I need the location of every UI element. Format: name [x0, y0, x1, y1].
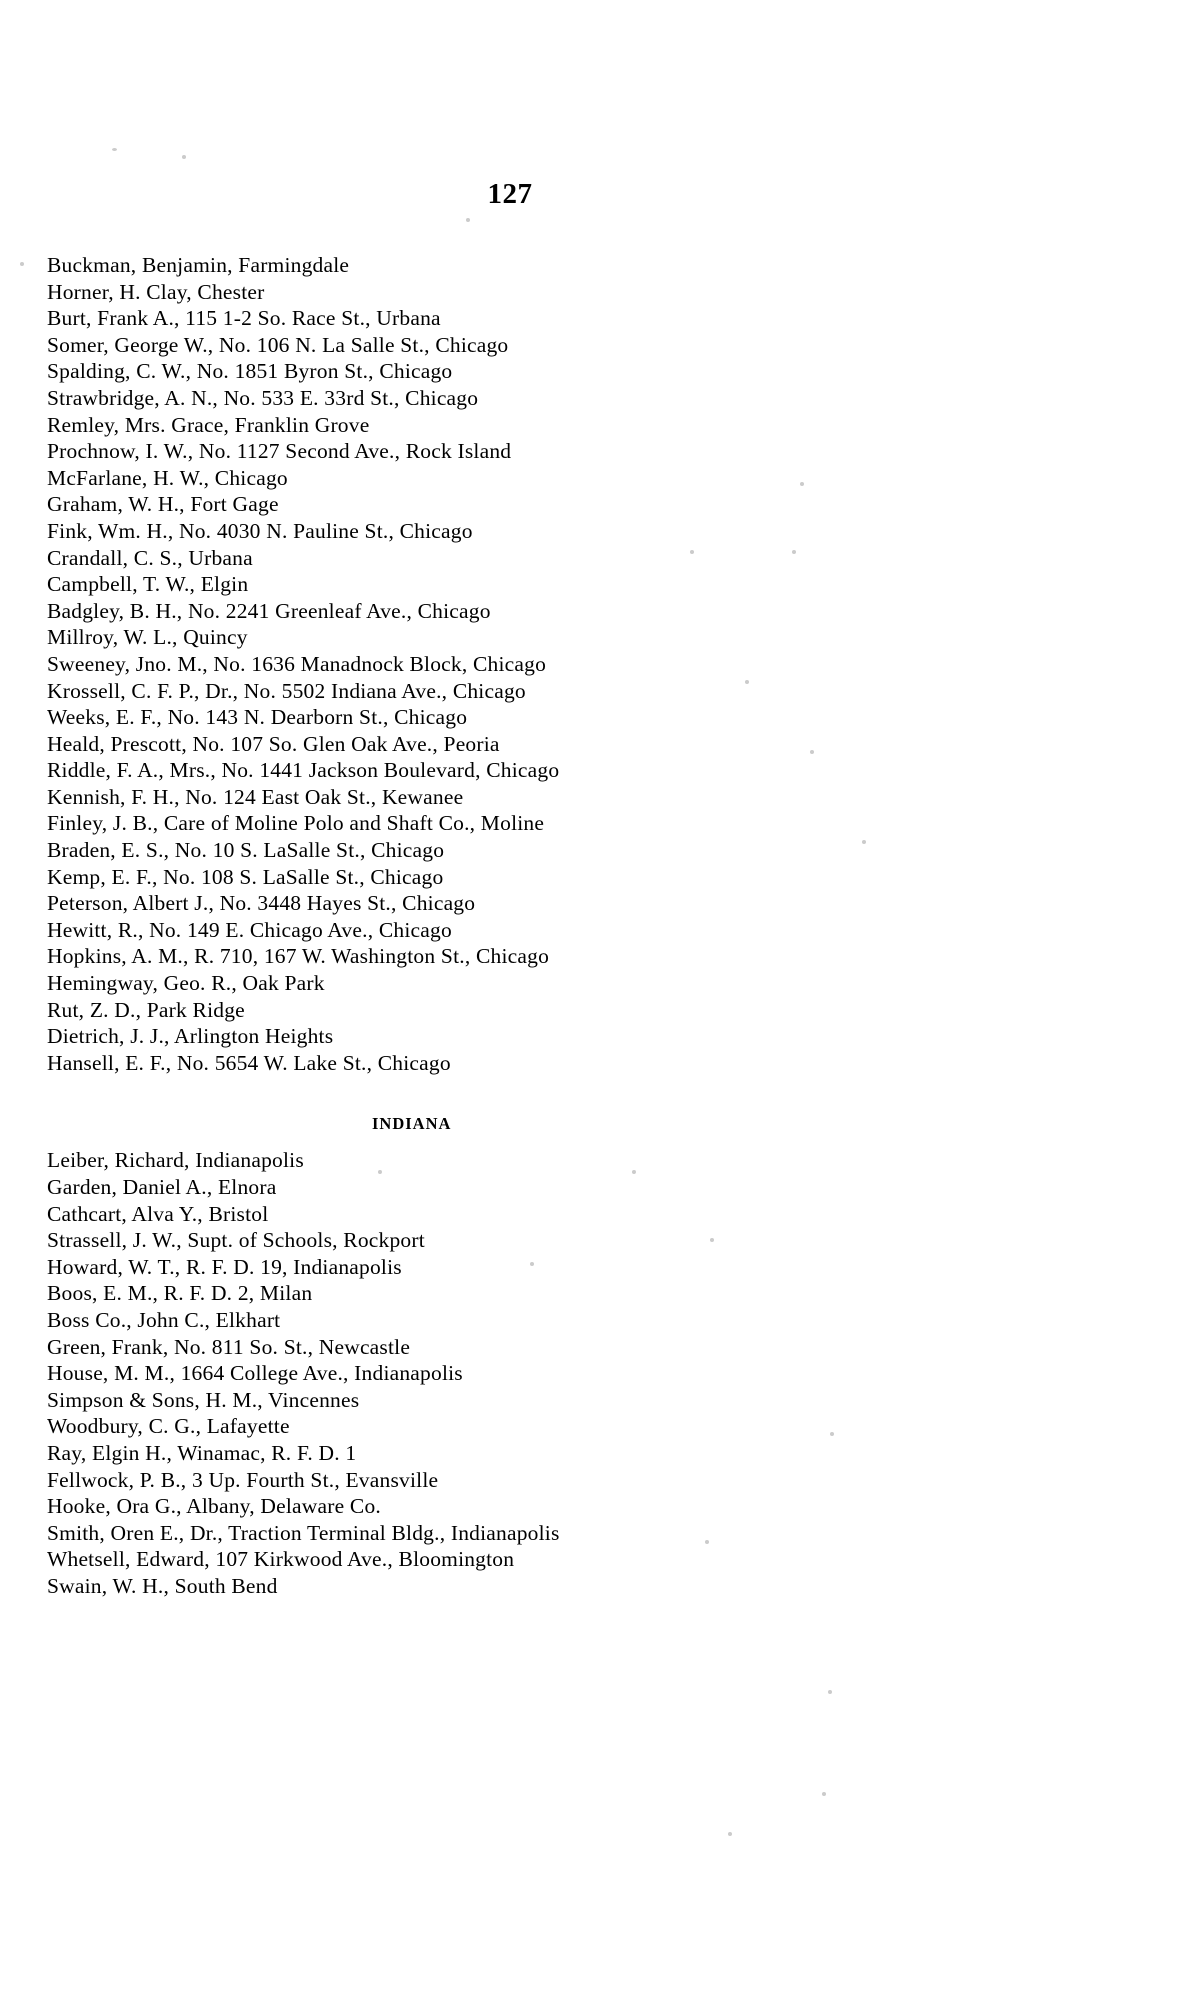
list-item: Heald, Prescott, No. 107 So. Glen Oak Ave., Peoria [47, 731, 500, 756]
list-item: Hooke, Ora G., Albany, Delaware Co. [47, 1494, 381, 1519]
list-item: Howard, W. T., R. F. D. 19, Indianapolis [47, 1254, 402, 1279]
speckle [182, 155, 186, 159]
list-item: Whetsell, Edward, 107 Kirkwood Ave., Bloomington [47, 1547, 515, 1572]
list-item: Woodbury, C. G., Lafayette [47, 1414, 290, 1439]
list-item: Braden, E. S., No. 10 S. LaSalle St., Chicago [47, 838, 445, 863]
list-item: Kennish, F. H., No. 124 East Oak St., Kewanee [47, 784, 464, 809]
indiana-entry-list [47, 1147, 947, 1599]
list-item: Remley, Mrs. Grace, Franklin Grove [47, 412, 370, 437]
speckle [728, 1832, 732, 1836]
list-item: Strawbridge, A. N., No. 533 E. 33rd St., Chicago [47, 385, 479, 410]
list-item: Weeks, E. F., No. 143 N. Dearborn St., Chicago [47, 705, 468, 730]
speckle [112, 148, 117, 151]
directory-entry-list [47, 252, 947, 1600]
list-item: Dietrich, J. J., Arlington Heights [47, 1024, 334, 1049]
speckle [466, 218, 470, 222]
list-item: Strassell, J. W., Supt. of Schools, Rockport [47, 1228, 425, 1253]
list-item: Boos, E. M., R. F. D. 2, Milan [47, 1281, 313, 1306]
list-item: Hopkins, A. M., R. 710, 167 W. Washington St., Chicago [47, 944, 550, 969]
list-item: Prochnow, I. W., No. 1127 Second Ave., Rock Island [47, 439, 512, 464]
list-item: House, M. M., 1664 College Ave., Indianapolis [47, 1361, 463, 1386]
section-heading-indiana: INDIANA [372, 1114, 452, 1134]
speckle [828, 1690, 832, 1694]
list-item: Garden, Daniel A., Elnora [47, 1175, 277, 1199]
list-item: Smith, Oren E., Dr., Traction Terminal Bldg., Indianapolis [47, 1520, 560, 1545]
list-item: Campbell, T. W., Elgin [47, 572, 249, 597]
list-item: Ray, Elgin H., Winamac, R. F. D. 1 [47, 1440, 357, 1465]
list-item: Swain, W. H., South Bend [47, 1573, 278, 1598]
list-item: Somer, George W., No. 106 N. La Salle St., Chicago [47, 332, 509, 357]
list-item: Millroy, W. L., Quincy [47, 625, 248, 650]
list-item: Spalding, C. W., No. 1851 Byron St., Chicago [47, 359, 453, 384]
list-item: Cathcart, Alva Y., Bristol [47, 1201, 269, 1226]
list-item: Finley, J. B., Care of Moline Polo and Shaft Co., Moline [47, 811, 545, 836]
list-item: Riddle, F. A., Mrs., No. 1441 Jackson Boulevard, Chicago [47, 758, 560, 783]
list-item: Hewitt, R., No. 149 E. Chicago Ave., Chicago [47, 917, 452, 942]
list-item: Horner, H. Clay, Chester [47, 279, 265, 304]
list-item: Green, Frank, No. 811 So. St., Newcastle [47, 1334, 411, 1359]
speckle [822, 1792, 826, 1796]
list-item: Burt, Frank A., 115 1-2 So. Race St., Urbana [47, 306, 441, 331]
list-item: Simpson & Sons, H. M., Vincennes [47, 1387, 360, 1412]
list-item: Hansell, E. F., No. 5654 W. Lake St., Chicago [47, 1050, 451, 1075]
list-item: Krossell, C. F. P., Dr., No. 5502 Indiana Ave., Chicago [47, 678, 526, 703]
list-item: Leiber, Richard, Indianapolis [47, 1148, 304, 1173]
list-item: Fink, Wm. H., No. 4030 N. Pauline St., Chicago [47, 518, 473, 543]
list-item: Crandall, C. S., Urbana [47, 545, 253, 570]
list-item: Hemingway, Geo. R., Oak Park [47, 971, 325, 996]
list-item: McFarlane, H. W., Chicago [47, 465, 288, 490]
list-item: Fellwock, P. B., 3 Up. Fourth St., Evansville [47, 1467, 439, 1492]
speckle [20, 262, 24, 266]
page-number: 127 [487, 178, 533, 210]
list-item: Rut, Z. D., Park Ridge [47, 997, 245, 1022]
list-item: Kemp, E. F., No. 108 S. LaSalle St., Chicago [47, 864, 444, 889]
list-item: Badgley, B. H., No. 2241 Greenleaf Ave., Chicago [47, 598, 491, 623]
list-item: Peterson, Albert J., No. 3448 Hayes St., Chicago [47, 891, 476, 916]
list-item: Boss Co., John C., Elkhart [47, 1307, 281, 1332]
list-item: Graham, W. H., Fort Gage [47, 492, 279, 517]
list-item: Buckman, Benjamin, Farmingdale [47, 253, 350, 277]
list-item: Sweeney, Jno. M., No. 1636 Manadnock Block, Chicago [47, 651, 547, 676]
